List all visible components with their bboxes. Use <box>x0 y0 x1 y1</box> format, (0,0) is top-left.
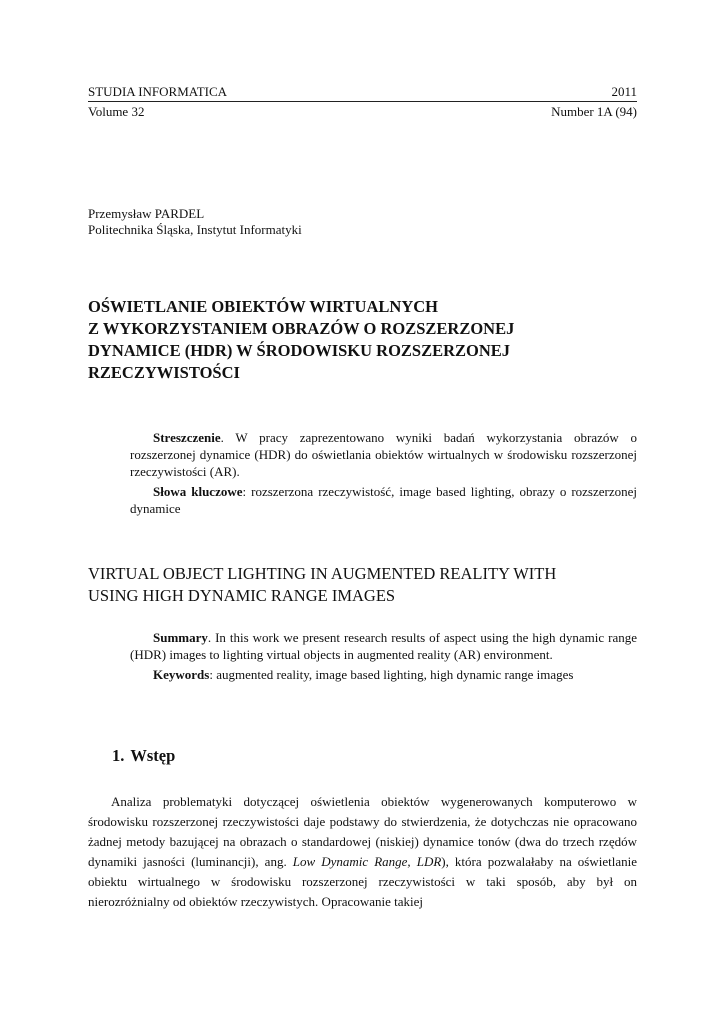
abstract-en-label: Summary <box>153 630 208 645</box>
keywords-pl-paragraph <box>130 483 637 517</box>
journal-volume: Volume 32 <box>88 104 145 119</box>
section-number: 1. <box>112 746 125 765</box>
journal-name: STUDIA INFORMATICA <box>88 84 228 99</box>
abstract-en <box>130 629 637 683</box>
abstract-en-text: . In this work we present research results of aspect using the high dynamic range (HDR) images to lighting virtual objects in augmented reality (AR) environment. <box>130 630 637 662</box>
journal-year: 2011 <box>611 84 637 99</box>
keywords-pl-label: Słowa kluczowe <box>153 484 243 499</box>
keywords-en-paragraph <box>130 666 637 683</box>
keywords-en-label: Keywords <box>153 667 210 682</box>
title-pl-line: DYNAMICE (HDR) W ŚRODOWISKU ROZSZERZONEJ <box>88 341 511 360</box>
author-name: Przemysław PARDEL <box>88 206 205 221</box>
body-text-italic: Low Dynamic Range, LDR <box>292 854 442 870</box>
abstract-en-paragraph <box>130 629 637 663</box>
abstract-pl-label: Streszczenie <box>153 430 221 445</box>
title-en-line: USING HIGH DYNAMIC RANGE IMAGES <box>88 586 396 605</box>
section-title: Wstęp <box>130 746 176 765</box>
abstract-pl-text: . W pracy zaprezentowano wyniki badań wykorzystania obrazów o rozszerzonej dynamice (HDR) do oświetlania obiektów wirtualnych w środowisku rozszerzonej rzeczywistości (AR). <box>130 430 637 479</box>
abstract-pl-paragraph <box>130 429 637 480</box>
header-rule <box>88 101 637 102</box>
section-heading <box>112 746 175 766</box>
title-pl-line: RZECZYWISTOŚCI <box>88 363 240 382</box>
paper-title-en <box>88 563 648 607</box>
title-pl-line: OŚWIETLANIE OBIEKTÓW WIRTUALNYCH <box>88 297 438 316</box>
keywords-en-text: : augmented reality, image based lighting, high dynamic range images <box>209 667 574 682</box>
abstract-pl <box>130 429 637 517</box>
author-affiliation: Politechnika Śląska, Instytut Informatyki <box>88 222 302 237</box>
body-text <box>88 792 637 913</box>
body-text-end: ), która pozwalałaby na oświetlanie obiektu wirtualnego w środowisku rozszerzonej rzeczywistości w taki sposób, aby był on nierozróżnialny od obiektów rzeczywistych. Opracowanie takiej <box>88 854 637 910</box>
body-text-start: Analiza problematyki dotyczącej oświetlenia obiektów wygenerowanych komputerowo w środowisku rozszerzonej rzeczywistości daje podstawy do stwierdzenia, że dotychczas nie opracowano żadnej metody bazującej na obrazach o standardowej (niskiej) dynamice tonów (dwa do trzech rzędów dynamiki jasności (luminancji), ang. <box>88 794 637 870</box>
title-en-line: VIRTUAL OBJECT LIGHTING IN AUGMENTED REALITY WITH <box>88 564 557 583</box>
journal-number: Number 1A (94) <box>551 104 637 119</box>
body-paragraph <box>88 792 637 913</box>
title-pl-line: Z WYKORZYSTANIEM OBRAZÓW O ROZSZERZONEJ <box>88 319 515 338</box>
keywords-pl-text: : rozszerzona rzeczywistość, image based lighting, obrazy o rozszerzonej dynamice <box>130 484 638 516</box>
paper-title-pl <box>88 296 648 384</box>
